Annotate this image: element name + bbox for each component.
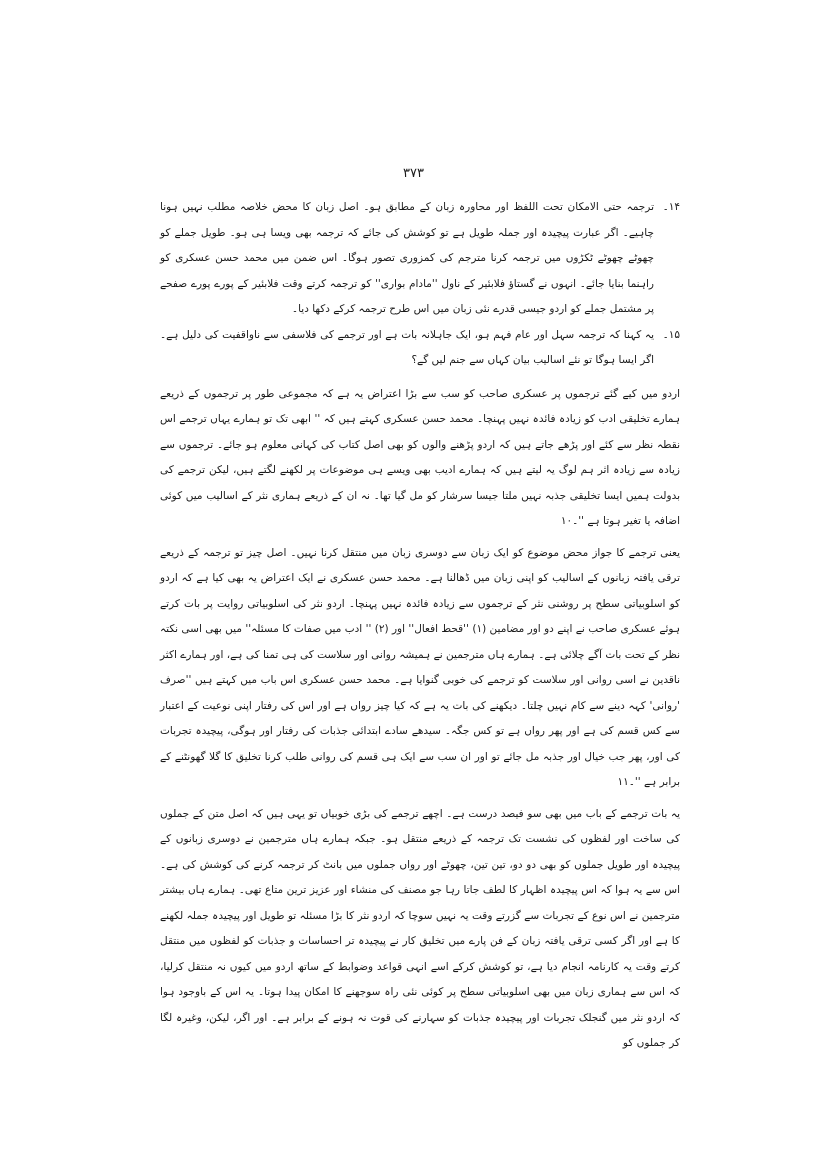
item-number: ۱۴۔ — [662, 201, 680, 213]
numbered-item — [160, 195, 680, 323]
item-number: ۱۵۔ — [662, 328, 680, 341]
item-text: یہ کہنا کہ ترجمہ سہل اور عام فہم ہو، ایک جاہلانہ بات ہے اور ترجمے کی فلاسفی سے ناواقفیت کی دلیل ہے۔ اگر ایسا ہوگا تو نئے اسالیب بیان کہاں سے جنم لیں گے؟ — [160, 328, 654, 366]
body-paragraph: یہ بات ترجمے کے باب میں بھی سو فیصد درست ہے۔ اچھے ترجمے کی بڑی خوبیاں تو یہی ہیں کہ اصل متن کے جملوں کی ساخت اور لفظوں کی نشست تک ترجمہ کے ذریعے منتقل ہو۔ جبکہ ہمارے ہاں مترجمین نے دوسری زبانوں کے پیچیدہ اور طویل جملوں کو بھی دو دو، تین تین، چھوٹے اور رواں جملوں میں بانٹ کر ترجمہ کرنے کی کوشش کی ہے۔ اس سے یہ ہوا کہ اس پیچیدہ اظہار کا لطف جاتا رہا جو مصنف کی منشاء اور عزیز ترین متاع تھی۔ ہمارے ہاں بیشتر مترجمین نے اس نوع کے تجربات سے گزرتے وقت یہ نہیں سوچا کہ اردو نثر کا بڑا مسئلہ تو طویل اور پیچیدہ جملہ لکھنے کا ہے اور اگر کسی ترقی یافتہ زبان کے فن پارے میں تخلیق کار نے پیچیدہ تر احساسات و جذبات کو لفظوں میں منتقل کرتے وقت یہ کارنامہ انجام دیا ہے، تو کوشش کرکے اسے انہی قواعد وضوابط کے ساتھ اردو میں کیوں نہ منتقل کرلیا، کہ اس سے ہماری زبان میں بھی اسلوبیاتی سطح پر کوئی نئی راہ سوجھنے کا امکان پیدا ہوتا۔ یہ اس کے باوجود ہوا کہ اردو نثر میں گنجلک تجربات اور پیچیدہ جذبات کو سہارنے کی قوت نہ ہونے کے برابر ہے۔ اور اگر، لیکن، وغیرہ لگا کر جملوں کو — [160, 807, 680, 1049]
body-paragraph: اردو میں کیے گئے ترجموں پر عسکری صاحب کو سب سے بڑا اعتراض یہ ہے کہ مجموعی طور پر ترجموں کے ذریعے ہمارے تخلیقی ادب کو زیادہ فائدہ نہیں پہنچا۔ محمد حسن عسکری کہتے ہیں کہ '' ابھی تک تو ہمارے یہاں ترجمے اس نقطہ نظر سے کئے اور پڑھے جاتے ہیں کہ اردو پڑھنے والوں کو بھی اصل کتاب کی کہانی معلوم ہو جائے۔ ترجموں سے زیادہ سے زیادہ اثر ہم لوگ یہ لیتے ہیں کہ ہمارے ادیب بھی ویسے ہی موضوعات پر لکھنے لگتے ہیں، لیکن ترجمے کی بدولت ہمیں ایسا تخلیقی جذبہ نہیں ملتا جیسا سرشار کو مل گیا تھا۔ نہ ان کے ذریعے ہماری نثر کے اسالیب میں کوئی اضافہ یا تغیر ہوتا ہے ''۔۱۰ — [160, 387, 680, 527]
page-body — [160, 195, 680, 1057]
page-number: ۳۷۳ — [403, 166, 424, 181]
numbered-item — [160, 323, 680, 374]
body-paragraph: یعنی ترجمے کا جواز محض موضوع کو ایک زبان سے دوسری زبان میں منتقل کرنا نہیں۔ اصل چیز تو ترجمہ کے ذریعے ترقی یافتہ زبانوں کے اسالیب کو اپنی زبان میں ڈھالنا ہے۔ محمد حسن عسکری نے ایک اعتراض یہ بھی کیا ہے کہ اردو کو اسلوبیاتی سطح پر روشنی نثر کے ترجموں سے زیادہ فائدہ نہیں پہنچا۔ اردو نثر کی اسلوبیاتی روایت پر بات کرتے ہوئے عسکری صاحب نے اپنے دو اور مضامین (۱) ''قحط افعال'' اور (۲) '' ادب میں صفات کا مسئلہ'' میں بھی اسی نکتہ نظر کے تحت بات آگے چلائی ہے۔ ہمارے ہاں مترجمین نے ہمیشہ روانی اور سلاست کی ہی تمنا کی ہے، اور ہمارے اکثر ناقدین نے اسی روانی اور سلاست کو ترجمے کی خوبی گنوایا ہے۔ محمد حسن عسکری اس باب میں کہتے ہیں ''صرف 'روانی' کہہ دینے سے کام نہیں چلتا۔ دیکھنے کی بات یہ ہے کہ کیا چیز رواں ہے اور اس کی رفتار اپنی نوعیت کے اعتبار سے کس قسم کی ہے اور پھر رواں ہے تو کس جگہ۔ سیدھے سادے ابتدائی جذبات کی رفتار اور ہوگی، پیچیدہ تجربات کی اور، پھر جب خیال اور جذبہ مل جائے تو اور ان سب سے ایک ہی قسم کی روانی طلب کرنا تخلیق کا گلا گھونٹنے کے برابر ہے ''۔۱۱ — [160, 546, 681, 788]
item-text: ترجمہ حتی الامکان تحت اللفظ اور محاورہ زبان کے مطابق ہو۔ اصل زبان کا محض خلاصہ مطلب نہیں ہونا چاہیے۔ اگر عبارت پیچیدہ اور جملہ طویل ہے تو کوشش کی جائے کہ ترجمہ بھی ویسا ہی ہو۔ طویل جملے کو چھوٹے چھوٹے ٹکڑوں میں ترجمہ کرنا مترجم کی کمزوری تصور ہوگا۔ اس ضمن میں محمد حسن عسکری کو راہنما بنایا جائے۔ انہوں نے گستاؤ فلابئیر کے ناول ''مادام بواری'' کو ترجمہ کرتے وقت فلابئیر کے پورے پورے صفحے پر مشتمل جملے کو اردو جیسی قدرے نئی زبان میں اس طرح ترجمہ کرکے دکھا دیا۔ — [160, 201, 654, 315]
